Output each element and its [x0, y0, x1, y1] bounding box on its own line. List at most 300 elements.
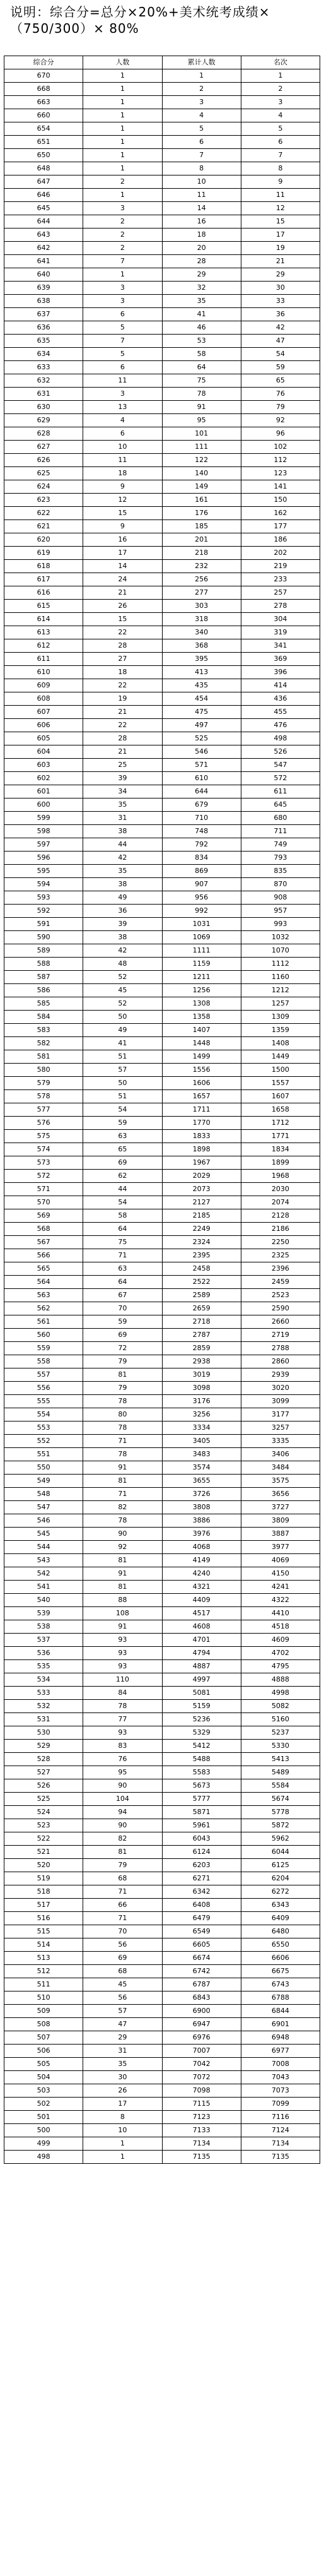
cell-score: 567 — [4, 1236, 83, 1249]
cell-rank: 547 — [241, 759, 320, 772]
table-row — [4, 1090, 320, 1103]
cell-cumulative: 2324 — [162, 1236, 241, 1249]
cell-cumulative: 10 — [162, 175, 241, 189]
cell-rank: 2788 — [241, 1342, 320, 1355]
cell-rank: 6 — [241, 136, 320, 149]
cell-rank: 30 — [241, 282, 320, 295]
cell-count: 9 — [83, 480, 162, 494]
cell-score: 606 — [4, 719, 83, 732]
cell-cumulative: 2787 — [162, 1329, 241, 1342]
cell-count: 3 — [83, 282, 162, 295]
table-row — [4, 732, 320, 745]
table-row — [4, 202, 320, 215]
cell-count: 5 — [83, 321, 162, 335]
cell-count: 35 — [83, 2058, 162, 2071]
cell-rank: 476 — [241, 719, 320, 732]
table-row — [4, 374, 320, 388]
cell-count: 70 — [83, 1302, 162, 1315]
cell-rank: 5237 — [241, 1726, 320, 1740]
table-row — [4, 2111, 320, 2124]
cell-cumulative: 5777 — [162, 1793, 241, 1806]
cell-score: 531 — [4, 1713, 83, 1726]
cell-score: 543 — [4, 1554, 83, 1567]
cell-cumulative: 5 — [162, 122, 241, 136]
cell-cumulative: 6408 — [162, 1899, 241, 1912]
table-row — [4, 1156, 320, 1170]
cell-rank: 5778 — [241, 1806, 320, 1819]
cell-cumulative: 2522 — [162, 1276, 241, 1289]
cell-score: 530 — [4, 1726, 83, 1740]
table-row — [4, 2098, 320, 2111]
table-row — [4, 427, 320, 441]
table-row — [4, 255, 320, 268]
table-row — [4, 1766, 320, 1779]
cell-score: 648 — [4, 162, 83, 175]
cell-rank: 2523 — [241, 1289, 320, 1302]
cell-score: 529 — [4, 1740, 83, 1753]
cell-count: 38 — [83, 825, 162, 838]
cell-score: 663 — [4, 96, 83, 109]
cell-rank: 47 — [241, 335, 320, 348]
cell-cumulative: 5412 — [162, 1740, 241, 1753]
cell-count: 19 — [83, 692, 162, 706]
table-row — [4, 335, 320, 348]
cell-cumulative: 5488 — [162, 1753, 241, 1766]
header-row — [4, 56, 320, 69]
cell-count: 5 — [83, 348, 162, 361]
cell-count: 2 — [83, 215, 162, 229]
cell-cumulative: 11 — [162, 189, 241, 202]
cell-score: 550 — [4, 1461, 83, 1475]
cell-count: 57 — [83, 1064, 162, 1077]
table-row — [4, 1037, 320, 1050]
cell-score: 566 — [4, 1249, 83, 1262]
table-row — [4, 96, 320, 109]
table-row — [4, 2137, 320, 2151]
cell-rank: 21 — [241, 255, 320, 268]
cell-rank: 123 — [241, 467, 320, 480]
cell-cumulative: 20 — [162, 242, 241, 255]
cell-rank: 319 — [241, 626, 320, 639]
cell-score: 563 — [4, 1289, 83, 1302]
cell-rank: 150 — [241, 494, 320, 507]
cell-cumulative: 3256 — [162, 1408, 241, 1422]
cell-rank: 2 — [241, 83, 320, 96]
cell-rank: 645 — [241, 798, 320, 812]
cell-count: 56 — [83, 1938, 162, 1952]
cell-rank: 3406 — [241, 1448, 320, 1461]
cell-rank: 1070 — [241, 944, 320, 958]
cell-count: 9 — [83, 520, 162, 533]
cell-count: 69 — [83, 1329, 162, 1342]
cell-rank: 4998 — [241, 1687, 320, 1700]
header-rank: 名次 — [241, 56, 320, 69]
cell-count: 38 — [83, 878, 162, 891]
cell-score: 587 — [4, 971, 83, 984]
cell-rank: 5584 — [241, 1779, 320, 1793]
table-row — [4, 1620, 320, 1634]
cell-cumulative: 6479 — [162, 1912, 241, 1925]
cell-rank: 7116 — [241, 2111, 320, 2124]
table-row — [4, 1726, 320, 1740]
cell-rank: 202 — [241, 547, 320, 560]
cell-score: 584 — [4, 1011, 83, 1024]
table-row — [4, 122, 320, 136]
table-row — [4, 1223, 320, 1236]
cell-score: 620 — [4, 533, 83, 547]
cell-score: 526 — [4, 1779, 83, 1793]
cell-score: 522 — [4, 1832, 83, 1846]
cell-score: 562 — [4, 1302, 83, 1315]
cell-count: 71 — [83, 1249, 162, 1262]
cell-count: 81 — [83, 1554, 162, 1567]
cell-count: 82 — [83, 1832, 162, 1846]
cell-cumulative: 4 — [162, 109, 241, 122]
cell-rank: 1408 — [241, 1037, 320, 1050]
cell-cumulative: 29 — [162, 268, 241, 282]
cell-cumulative: 28 — [162, 255, 241, 268]
table-row — [4, 1832, 320, 1846]
cell-cumulative: 6342 — [162, 1885, 241, 1899]
cell-rank: 1771 — [241, 1130, 320, 1143]
table-row — [4, 1117, 320, 1130]
table-row — [4, 1209, 320, 1223]
cell-count: 36 — [83, 905, 162, 918]
table-row — [4, 1143, 320, 1156]
table-row — [4, 1064, 320, 1077]
cell-count: 35 — [83, 865, 162, 878]
cell-rank: 2186 — [241, 1223, 320, 1236]
table-row — [4, 1382, 320, 1395]
cell-rank: 5160 — [241, 1713, 320, 1726]
cell-cumulative: 1 — [162, 69, 241, 83]
cell-count: 28 — [83, 639, 162, 653]
cell-score: 638 — [4, 295, 83, 308]
cell-cumulative: 4887 — [162, 1660, 241, 1673]
cell-count: 29 — [83, 2031, 162, 2045]
cell-score: 635 — [4, 335, 83, 348]
table-row — [4, 878, 320, 891]
cell-score: 640 — [4, 268, 83, 282]
table-row — [4, 1567, 320, 1581]
cell-cumulative: 4240 — [162, 1567, 241, 1581]
cell-rank: 4888 — [241, 1673, 320, 1687]
cell-cumulative: 6742 — [162, 1965, 241, 1978]
cell-cumulative: 4701 — [162, 1634, 241, 1647]
cell-cumulative: 8 — [162, 162, 241, 175]
table-row — [4, 494, 320, 507]
table-row — [4, 1607, 320, 1620]
cell-count: 26 — [83, 2084, 162, 2098]
table-row — [4, 785, 320, 798]
cell-count: 91 — [83, 1620, 162, 1634]
cell-count: 51 — [83, 1090, 162, 1103]
cell-cumulative: 2185 — [162, 1209, 241, 1223]
cell-rank: 59 — [241, 361, 320, 374]
cell-rank: 3887 — [241, 1528, 320, 1541]
cell-rank: 436 — [241, 692, 320, 706]
cell-rank: 1212 — [241, 984, 320, 997]
cell-rank: 17 — [241, 229, 320, 242]
cell-count: 22 — [83, 679, 162, 692]
table-row — [4, 1872, 320, 1885]
cell-rank: 749 — [241, 838, 320, 852]
cell-count: 6 — [83, 308, 162, 321]
cell-score: 594 — [4, 878, 83, 891]
cell-count: 16 — [83, 533, 162, 547]
cell-score: 581 — [4, 1050, 83, 1064]
cell-count: 1 — [83, 122, 162, 136]
cell-score: 601 — [4, 785, 83, 798]
cell-cumulative: 6 — [162, 136, 241, 149]
cell-rank: 414 — [241, 679, 320, 692]
cell-cumulative: 7007 — [162, 2045, 241, 2058]
cell-cumulative: 1031 — [162, 918, 241, 931]
cell-score: 512 — [4, 1965, 83, 1978]
cell-count: 50 — [83, 1077, 162, 1090]
cell-rank: 102 — [241, 441, 320, 454]
cell-count: 27 — [83, 653, 162, 666]
table-row — [4, 586, 320, 600]
cell-count: 79 — [83, 1859, 162, 1872]
cell-cumulative: 6605 — [162, 1938, 241, 1952]
cell-score: 532 — [4, 1700, 83, 1713]
cell-cumulative: 834 — [162, 852, 241, 865]
table-row — [4, 308, 320, 321]
cell-cumulative: 303 — [162, 600, 241, 613]
cell-count: 110 — [83, 1673, 162, 1687]
cell-score: 660 — [4, 109, 83, 122]
cell-cumulative: 277 — [162, 586, 241, 600]
cell-cumulative: 3 — [162, 96, 241, 109]
cell-cumulative: 475 — [162, 706, 241, 719]
cell-cumulative: 1448 — [162, 1037, 241, 1050]
table-row — [4, 613, 320, 626]
cell-score: 618 — [4, 560, 83, 573]
table-row — [4, 1859, 320, 1872]
cell-count: 71 — [83, 1435, 162, 1448]
table-row — [4, 268, 320, 282]
cell-rank: 6409 — [241, 1912, 320, 1925]
cell-rank: 4322 — [241, 1594, 320, 1607]
cell-count: 50 — [83, 1011, 162, 1024]
cell-cumulative: 395 — [162, 653, 241, 666]
cell-score: 570 — [4, 1196, 83, 1209]
cell-score: 617 — [4, 573, 83, 586]
cell-score: 654 — [4, 122, 83, 136]
cell-cumulative: 1967 — [162, 1156, 241, 1170]
table-row — [4, 1501, 320, 1514]
cell-cumulative: 64 — [162, 361, 241, 374]
table-row — [4, 1753, 320, 1766]
cell-rank: 76 — [241, 388, 320, 401]
cell-count: 93 — [83, 1634, 162, 1647]
cell-cumulative: 710 — [162, 812, 241, 825]
table-row — [4, 772, 320, 785]
cell-rank: 29 — [241, 268, 320, 282]
table-row — [4, 215, 320, 229]
cell-cumulative: 5159 — [162, 1700, 241, 1713]
cell-count: 17 — [83, 2098, 162, 2111]
cell-count: 2 — [83, 229, 162, 242]
table-row — [4, 2071, 320, 2084]
cell-rank: 835 — [241, 865, 320, 878]
table-row — [4, 189, 320, 202]
table-row — [4, 719, 320, 732]
table-row — [4, 83, 320, 96]
table-row — [4, 547, 320, 560]
cell-rank: 36 — [241, 308, 320, 321]
cell-cumulative: 122 — [162, 454, 241, 467]
table-row — [4, 2045, 320, 2058]
cell-count: 63 — [83, 1130, 162, 1143]
table-row — [4, 905, 320, 918]
cell-cumulative: 869 — [162, 865, 241, 878]
cell-count: 64 — [83, 1223, 162, 1236]
table-row — [4, 1196, 320, 1209]
cell-rank: 5489 — [241, 1766, 320, 1779]
cell-rank: 219 — [241, 560, 320, 573]
cell-score: 559 — [4, 1342, 83, 1355]
cell-cumulative: 992 — [162, 905, 241, 918]
table-row — [4, 1952, 320, 1965]
cell-rank: 1257 — [241, 997, 320, 1011]
cell-count: 94 — [83, 1806, 162, 1819]
cell-rank: 3575 — [241, 1475, 320, 1488]
table-row — [4, 626, 320, 639]
table-row — [4, 1541, 320, 1554]
table-row — [4, 1687, 320, 1700]
table-row — [4, 229, 320, 242]
cell-score: 552 — [4, 1435, 83, 1448]
cell-score: 509 — [4, 2005, 83, 2018]
table-row — [4, 1435, 320, 1448]
cell-rank: 3 — [241, 96, 320, 109]
cell-rank: 870 — [241, 878, 320, 891]
cell-count: 45 — [83, 984, 162, 997]
table-row — [4, 1885, 320, 1899]
cell-cumulative: 3098 — [162, 1382, 241, 1395]
cell-rank: 1309 — [241, 1011, 320, 1024]
cell-score: 517 — [4, 1899, 83, 1912]
cell-score: 556 — [4, 1382, 83, 1395]
cell-score: 502 — [4, 2098, 83, 2111]
cell-cumulative: 3405 — [162, 1435, 241, 1448]
cell-count: 78 — [83, 1514, 162, 1528]
cell-score: 586 — [4, 984, 83, 997]
cell-cumulative: 1308 — [162, 997, 241, 1011]
cell-score: 599 — [4, 812, 83, 825]
cell-rank: 4150 — [241, 1567, 320, 1581]
cell-rank: 2860 — [241, 1355, 320, 1368]
cell-rank: 6977 — [241, 2045, 320, 2058]
cell-cumulative: 4608 — [162, 1620, 241, 1634]
cell-count: 21 — [83, 586, 162, 600]
cell-cumulative: 53 — [162, 335, 241, 348]
cell-cumulative: 1898 — [162, 1143, 241, 1156]
cell-score: 524 — [4, 1806, 83, 1819]
cell-count: 69 — [83, 1952, 162, 1965]
cell-count: 18 — [83, 666, 162, 679]
cell-count: 42 — [83, 852, 162, 865]
cell-count: 1 — [83, 109, 162, 122]
cell-rank: 3257 — [241, 1422, 320, 1435]
cell-count: 15 — [83, 507, 162, 520]
cell-count: 108 — [83, 1607, 162, 1620]
table-row — [4, 1170, 320, 1183]
cell-cumulative: 4517 — [162, 1607, 241, 1620]
cell-rank: 4609 — [241, 1634, 320, 1647]
cell-score: 547 — [4, 1501, 83, 1514]
cell-rank: 5330 — [241, 1740, 320, 1753]
table-row — [4, 745, 320, 759]
cell-cumulative: 5329 — [162, 1726, 241, 1740]
cell-count: 24 — [83, 573, 162, 586]
cell-count: 91 — [83, 1461, 162, 1475]
cell-rank: 15 — [241, 215, 320, 229]
cell-score: 628 — [4, 427, 83, 441]
cell-score: 636 — [4, 321, 83, 335]
table-row — [4, 1011, 320, 1024]
table-row — [4, 1514, 320, 1528]
cell-score: 503 — [4, 2084, 83, 2098]
cell-score: 537 — [4, 1634, 83, 1647]
cell-cumulative: 2249 — [162, 1223, 241, 1236]
cell-rank: 369 — [241, 653, 320, 666]
cell-count: 92 — [83, 1541, 162, 1554]
cell-rank: 1834 — [241, 1143, 320, 1156]
cell-cumulative: 1499 — [162, 1050, 241, 1064]
cell-count: 59 — [83, 1117, 162, 1130]
cell-cumulative: 14 — [162, 202, 241, 215]
table-row — [4, 639, 320, 653]
cell-rank: 1712 — [241, 1117, 320, 1130]
cell-score: 521 — [4, 1846, 83, 1859]
cell-cumulative: 185 — [162, 520, 241, 533]
cell-rank: 455 — [241, 706, 320, 719]
cell-rank: 6550 — [241, 1938, 320, 1952]
cell-cumulative: 497 — [162, 719, 241, 732]
cell-count: 17 — [83, 547, 162, 560]
cell-score: 513 — [4, 1952, 83, 1965]
cell-rank: 4069 — [241, 1554, 320, 1567]
header-score: 综合分 — [4, 56, 83, 69]
cell-rank: 396 — [241, 666, 320, 679]
cell-rank: 6901 — [241, 2018, 320, 2031]
cell-score: 565 — [4, 1262, 83, 1276]
table-row — [4, 1581, 320, 1594]
cell-count: 78 — [83, 1700, 162, 1713]
cell-rank: 7 — [241, 149, 320, 162]
cell-count: 12 — [83, 494, 162, 507]
cell-count: 76 — [83, 1753, 162, 1766]
cell-count: 81 — [83, 1846, 162, 1859]
cell-count: 90 — [83, 1779, 162, 1793]
cell-cumulative: 6843 — [162, 1991, 241, 2005]
cell-count: 78 — [83, 1422, 162, 1435]
cell-rank: 96 — [241, 427, 320, 441]
cell-score: 534 — [4, 1673, 83, 1687]
table-row — [4, 1448, 320, 1461]
table-row — [4, 918, 320, 931]
cell-score: 544 — [4, 1541, 83, 1554]
cell-rank: 6044 — [241, 1846, 320, 1859]
cell-count: 1 — [83, 2137, 162, 2151]
cell-rank: 65 — [241, 374, 320, 388]
cell-score: 627 — [4, 441, 83, 454]
cell-score: 632 — [4, 374, 83, 388]
table-row — [4, 1740, 320, 1753]
